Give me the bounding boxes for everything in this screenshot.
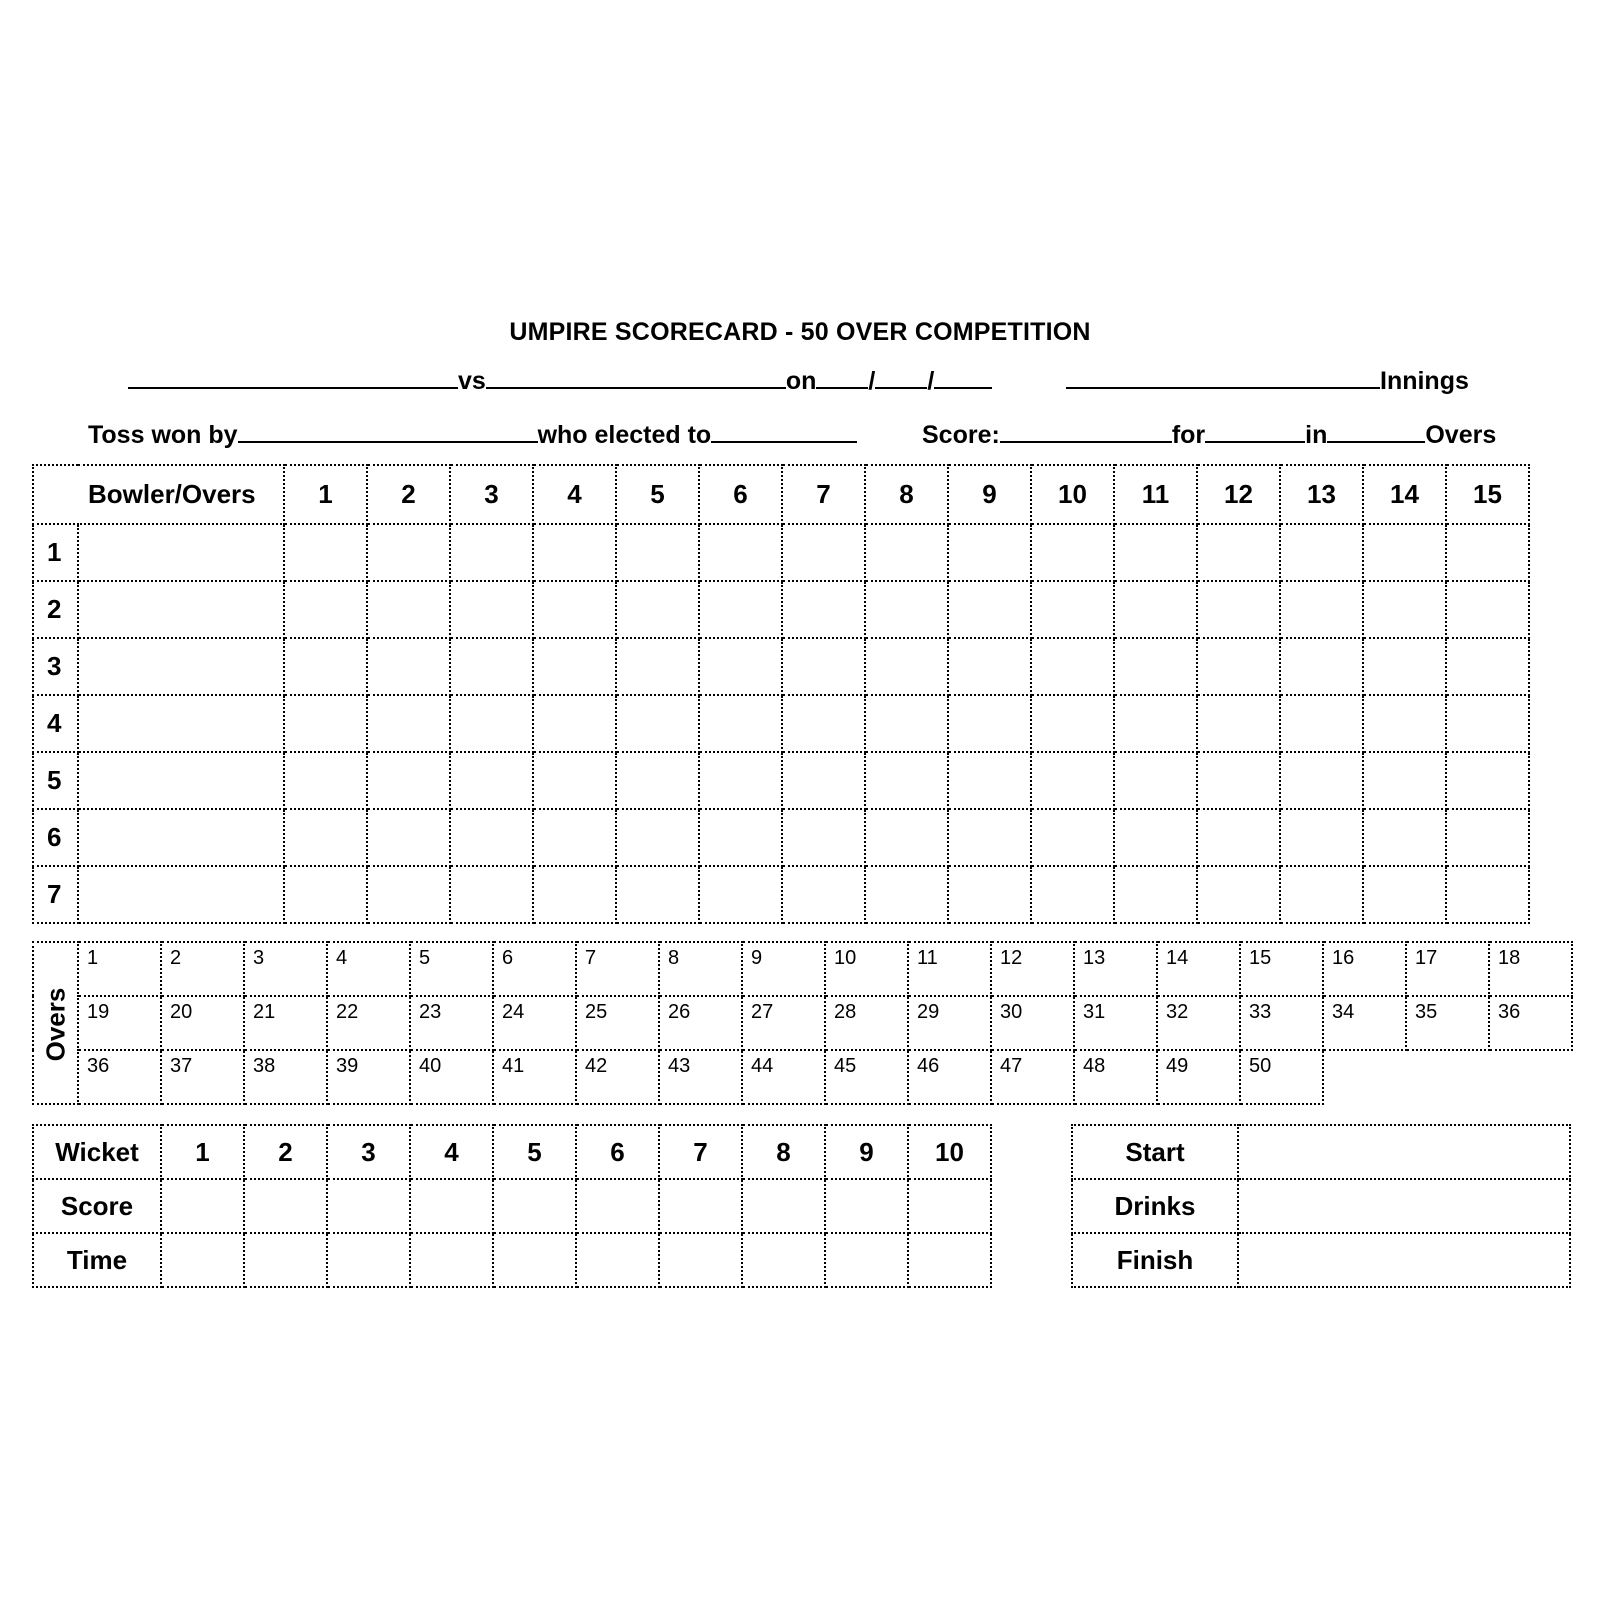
over-number-cell[interactable]: 14 — [1157, 942, 1240, 996]
bowler-over-cell[interactable] — [284, 638, 367, 695]
bowler-over-cell[interactable] — [948, 581, 1031, 638]
over-number-cell[interactable]: 23 — [410, 996, 493, 1050]
innings-label: Innings — [1380, 367, 1469, 395]
bowler-over-cell[interactable] — [1363, 524, 1446, 581]
overs-row — [33, 996, 1572, 1050]
time-row — [33, 1233, 991, 1287]
bowler-over-cell[interactable] — [284, 866, 367, 923]
overs-side-label — [33, 942, 78, 1104]
score-runs-blank[interactable] — [1000, 417, 1172, 443]
fall-time-cell[interactable] — [825, 1233, 908, 1287]
bowler-row-number: 6 — [33, 809, 78, 866]
bowler-over-cell[interactable] — [1031, 524, 1114, 581]
over-number-cell[interactable]: 19 — [78, 996, 161, 1050]
bowler-row — [33, 524, 1529, 581]
over-number-cell[interactable]: 34 — [1323, 996, 1406, 1050]
overs-label: Overs — [1425, 421, 1497, 449]
wicket-number: 3 — [327, 1125, 410, 1179]
bowler-over-cell[interactable] — [616, 752, 699, 809]
bowler-over-cell[interactable] — [367, 866, 450, 923]
bowler-row — [33, 581, 1529, 638]
over-number-cell[interactable]: 7 — [576, 942, 659, 996]
bowler-over-cell[interactable] — [1114, 866, 1197, 923]
bowler-over-cell[interactable] — [533, 638, 616, 695]
over-number-cell[interactable]: 40 — [410, 1050, 493, 1104]
year-blank[interactable] — [934, 363, 992, 389]
bowler-over-cell[interactable] — [699, 866, 782, 923]
bowler-over-cell[interactable] — [450, 866, 533, 923]
over-number-cell[interactable]: 20 — [161, 996, 244, 1050]
bowler-over-cell[interactable] — [1446, 809, 1529, 866]
over-number-cell[interactable]: 24 — [493, 996, 576, 1050]
score-label: Score: — [922, 421, 1000, 449]
wicket-label: Wicket — [33, 1125, 161, 1179]
match-line — [128, 363, 992, 396]
over-number-cell[interactable]: 32 — [1157, 996, 1240, 1050]
over-number-cell[interactable]: 33 — [1240, 996, 1323, 1050]
overs-empty-space — [1323, 1050, 1572, 1104]
fall-score-cell[interactable] — [327, 1179, 410, 1233]
overs-vertical-text: Overs — [40, 987, 70, 1062]
over-number-cell[interactable]: 17 — [1406, 942, 1489, 996]
over-number-cell[interactable]: 4 — [327, 942, 410, 996]
bowler-over-cell[interactable] — [865, 695, 948, 752]
over-number-cell[interactable]: 1 — [78, 942, 161, 996]
bowler-over-cell[interactable] — [1363, 695, 1446, 752]
bowler-over-cell[interactable] — [1031, 866, 1114, 923]
wicket-row — [33, 1125, 991, 1179]
fall-score-cell[interactable] — [410, 1179, 493, 1233]
over-number-cell[interactable]: 37 — [161, 1050, 244, 1104]
month-blank[interactable] — [875, 363, 927, 389]
team-two-blank[interactable] — [486, 363, 786, 389]
bowler-over-cell[interactable] — [948, 809, 1031, 866]
bowler-over-cell[interactable] — [367, 695, 450, 752]
bowler-over-cell[interactable] — [616, 866, 699, 923]
bowler-over-cell[interactable] — [699, 524, 782, 581]
fall-time-cell[interactable] — [327, 1233, 410, 1287]
bowler-over-cell[interactable] — [367, 524, 450, 581]
fall-score-cell[interactable] — [244, 1179, 327, 1233]
bowler-row — [33, 695, 1529, 752]
over-number-cell[interactable]: 18 — [1489, 942, 1572, 996]
bowler-row — [33, 809, 1529, 866]
over-number-cell[interactable]: 11 — [908, 942, 991, 996]
bowler-over-cell[interactable] — [1363, 866, 1446, 923]
bowler-over-cell[interactable] — [533, 809, 616, 866]
bowler-over-cell[interactable] — [948, 638, 1031, 695]
bowler-over-cell[interactable] — [367, 638, 450, 695]
drinks-label: Drinks — [1072, 1179, 1238, 1233]
over-column-header: 14 — [1363, 465, 1446, 524]
over-number-cell[interactable]: 21 — [244, 996, 327, 1050]
wicket-number: 8 — [742, 1125, 825, 1179]
bowler-over-cell[interactable] — [1197, 581, 1280, 638]
fall-score-cell[interactable] — [161, 1179, 244, 1233]
fall-time-cell[interactable] — [410, 1233, 493, 1287]
wicket-number: 9 — [825, 1125, 908, 1179]
bowler-over-cell[interactable] — [865, 752, 948, 809]
bowler-over-cell[interactable] — [1197, 752, 1280, 809]
finish-time-cell[interactable] — [1238, 1233, 1570, 1287]
over-number-cell[interactable]: 13 — [1074, 942, 1157, 996]
bowler-row-number: 4 — [33, 695, 78, 752]
fall-time-cell[interactable] — [908, 1233, 991, 1287]
over-number-cell[interactable]: 3 — [244, 942, 327, 996]
bowler-over-cell[interactable] — [367, 809, 450, 866]
over-column-header: 12 — [1197, 465, 1280, 524]
bowler-over-cell[interactable] — [1031, 695, 1114, 752]
bowler-over-cell[interactable] — [865, 581, 948, 638]
over-column-header: 15 — [1446, 465, 1529, 524]
bowler-over-cell[interactable] — [1446, 638, 1529, 695]
bowler-over-cell[interactable] — [948, 695, 1031, 752]
bowler-over-cell[interactable] — [284, 809, 367, 866]
team-one-blank[interactable] — [128, 363, 458, 389]
wicket-number: 1 — [161, 1125, 244, 1179]
bowler-name-cell[interactable] — [78, 752, 284, 809]
fall-score-cell[interactable] — [908, 1179, 991, 1233]
bowler-over-cell[interactable] — [782, 695, 865, 752]
over-number-cell[interactable]: 38 — [244, 1050, 327, 1104]
bowler-name-cell[interactable] — [78, 695, 284, 752]
over-column-header: 7 — [782, 465, 865, 524]
over-number-cell[interactable]: 43 — [659, 1050, 742, 1104]
bowler-over-cell[interactable] — [1197, 695, 1280, 752]
bowler-header-row — [33, 465, 1529, 524]
bowler-over-cell[interactable] — [1446, 866, 1529, 923]
bowler-row — [33, 866, 1529, 923]
over-column-header: 2 — [367, 465, 450, 524]
over-number-cell[interactable]: 49 — [1157, 1050, 1240, 1104]
innings-line — [1066, 363, 1469, 396]
bowler-over-cell[interactable] — [284, 752, 367, 809]
for-label: for — [1171, 421, 1206, 449]
bowler-over-cell[interactable] — [1280, 524, 1363, 581]
time-label: Time — [33, 1233, 161, 1287]
bowler-over-cell[interactable] — [948, 866, 1031, 923]
bowler-row — [33, 752, 1529, 809]
over-number-cell[interactable]: 35 — [1406, 996, 1489, 1050]
bowler-over-cell[interactable] — [1280, 809, 1363, 866]
bowler-over-cell[interactable] — [533, 752, 616, 809]
drinks-row — [1072, 1179, 1570, 1233]
bowler-over-cell[interactable] — [616, 638, 699, 695]
bowler-over-cell[interactable] — [284, 695, 367, 752]
bowler-over-cell[interactable] — [1114, 695, 1197, 752]
bowler-over-cell[interactable] — [450, 695, 533, 752]
over-column-header: 8 — [865, 465, 948, 524]
fall-time-cell[interactable] — [244, 1233, 327, 1287]
fall-score-cell[interactable] — [659, 1179, 742, 1233]
bowler-over-cell[interactable] — [1031, 809, 1114, 866]
over-number-cell[interactable]: 47 — [991, 1050, 1074, 1104]
bowler-over-cell[interactable] — [1363, 638, 1446, 695]
over-number-cell[interactable]: 31 — [1074, 996, 1157, 1050]
over-number-cell[interactable]: 36 — [1489, 996, 1572, 1050]
fall-time-cell[interactable] — [576, 1233, 659, 1287]
bowler-over-cell[interactable] — [450, 752, 533, 809]
over-number-cell[interactable]: 15 — [1240, 942, 1323, 996]
bowler-over-cell[interactable] — [1197, 638, 1280, 695]
over-column-header: 5 — [616, 465, 699, 524]
bowler-over-cell[interactable] — [1114, 638, 1197, 695]
finish-row — [1072, 1233, 1570, 1287]
date-slash-1: / — [868, 367, 876, 395]
bowler-over-cell[interactable] — [616, 524, 699, 581]
bowler-over-cell[interactable] — [699, 638, 782, 695]
fall-time-cell[interactable] — [742, 1233, 825, 1287]
bowler-over-cell[interactable] — [1446, 524, 1529, 581]
bowler-over-cell[interactable] — [1114, 524, 1197, 581]
bowler-over-cell[interactable] — [1363, 752, 1446, 809]
bowler-over-cell[interactable] — [1280, 866, 1363, 923]
bowler-over-cell[interactable] — [948, 524, 1031, 581]
elected-choice-blank[interactable] — [711, 417, 857, 443]
bowler-over-cell[interactable] — [782, 866, 865, 923]
over-number-cell[interactable]: 22 — [327, 996, 410, 1050]
over-number-cell[interactable]: 42 — [576, 1050, 659, 1104]
bowler-over-cell[interactable] — [1446, 752, 1529, 809]
start-label: Start — [1072, 1125, 1238, 1179]
over-number-cell[interactable]: 50 — [1240, 1050, 1323, 1104]
bowler-over-cell[interactable] — [865, 524, 948, 581]
overs-row — [33, 1050, 1572, 1104]
over-column-header: 3 — [450, 465, 533, 524]
over-number-cell[interactable]: 16 — [1323, 942, 1406, 996]
bowler-over-cell[interactable] — [1280, 695, 1363, 752]
bowler-row-number: 2 — [33, 581, 78, 638]
over-number-cell[interactable]: 10 — [825, 942, 908, 996]
fall-time-cell[interactable] — [493, 1233, 576, 1287]
bowler-over-cell[interactable] — [1197, 524, 1280, 581]
time-table — [1071, 1124, 1571, 1288]
bowler-over-cell[interactable] — [1031, 752, 1114, 809]
bowler-name-cell[interactable] — [78, 809, 284, 866]
wicket-number: 6 — [576, 1125, 659, 1179]
wicket-number: 7 — [659, 1125, 742, 1179]
vs-label: vs — [458, 367, 486, 395]
bowler-over-cell[interactable] — [533, 695, 616, 752]
bowler-over-cell[interactable] — [616, 695, 699, 752]
over-number-cell[interactable]: 8 — [659, 942, 742, 996]
over-number-cell[interactable]: 26 — [659, 996, 742, 1050]
over-number-cell[interactable]: 45 — [825, 1050, 908, 1104]
over-number-cell[interactable]: 44 — [742, 1050, 825, 1104]
over-number-cell[interactable]: 27 — [742, 996, 825, 1050]
bowler-over-cell[interactable] — [1031, 638, 1114, 695]
wicket-number: 2 — [244, 1125, 327, 1179]
bowler-over-cell[interactable] — [284, 581, 367, 638]
over-number-cell[interactable]: 28 — [825, 996, 908, 1050]
in-label: in — [1305, 421, 1328, 449]
bowler-over-cell[interactable] — [699, 809, 782, 866]
bowler-over-cell[interactable] — [782, 638, 865, 695]
bowler-over-cell[interactable] — [699, 695, 782, 752]
bowler-row — [33, 638, 1529, 695]
bowler-row-number: 5 — [33, 752, 78, 809]
bowler-over-cell[interactable] — [1114, 809, 1197, 866]
over-number-cell[interactable]: 41 — [493, 1050, 576, 1104]
bowler-over-cell[interactable] — [782, 752, 865, 809]
bowler-over-cell[interactable] — [367, 752, 450, 809]
who-elected-to-label: who elected to — [537, 421, 712, 449]
over-column-header: 6 — [699, 465, 782, 524]
bowler-over-cell[interactable] — [284, 524, 367, 581]
over-number-cell[interactable]: 30 — [991, 996, 1074, 1050]
page-title: UMPIRE SCORECARD - 50 OVER COMPETITION — [509, 318, 1091, 346]
on-label: on — [785, 367, 817, 395]
bowler-over-cell[interactable] — [948, 752, 1031, 809]
bowler-over-cell[interactable] — [1363, 581, 1446, 638]
fall-score-cell[interactable] — [493, 1179, 576, 1233]
start-row — [1072, 1125, 1570, 1179]
over-number-cell[interactable]: 36 — [78, 1050, 161, 1104]
drinks-time-cell[interactable] — [1238, 1179, 1570, 1233]
over-column-header: 10 — [1031, 465, 1114, 524]
bowler-name-cell[interactable] — [78, 524, 284, 581]
bowler-name-cell[interactable] — [78, 581, 284, 638]
innings-blank[interactable] — [1066, 363, 1380, 389]
score-label: Score — [33, 1179, 161, 1233]
score-row — [33, 1179, 991, 1233]
bowler-over-cell[interactable] — [533, 581, 616, 638]
over-number-cell[interactable]: 46 — [908, 1050, 991, 1104]
score-wickets-blank[interactable] — [1205, 417, 1305, 443]
bowler-over-cell[interactable] — [533, 866, 616, 923]
bowler-over-cell[interactable] — [1363, 809, 1446, 866]
bowler-over-cell[interactable] — [865, 809, 948, 866]
start-time-cell[interactable] — [1238, 1125, 1570, 1179]
bowler-overs-header: Bowler/Overs — [33, 465, 284, 524]
bowler-over-cell[interactable] — [782, 524, 865, 581]
over-number-cell[interactable]: 48 — [1074, 1050, 1157, 1104]
finish-label: Finish — [1072, 1233, 1238, 1287]
bowler-over-cell[interactable] — [1446, 581, 1529, 638]
fall-time-cell[interactable] — [659, 1233, 742, 1287]
bowler-over-cell[interactable] — [699, 752, 782, 809]
bowler-over-cell[interactable] — [616, 581, 699, 638]
bowler-over-cell[interactable] — [1114, 752, 1197, 809]
bowler-over-cell[interactable] — [865, 866, 948, 923]
overs-grid — [32, 941, 1573, 1105]
score-line — [922, 417, 1496, 450]
bowler-over-cell[interactable] — [782, 581, 865, 638]
over-column-header: 4 — [533, 465, 616, 524]
bowler-over-cell[interactable] — [450, 581, 533, 638]
over-number-cell[interactable]: 9 — [742, 942, 825, 996]
bowler-over-cell[interactable] — [450, 809, 533, 866]
fall-score-cell[interactable] — [576, 1179, 659, 1233]
over-number-cell[interactable]: 39 — [327, 1050, 410, 1104]
bowler-over-cell[interactable] — [1280, 581, 1363, 638]
toss-line — [88, 417, 857, 450]
toss-winner-blank[interactable] — [238, 417, 538, 443]
bowler-over-cell[interactable] — [1031, 581, 1114, 638]
over-column-header: 11 — [1114, 465, 1197, 524]
bowler-over-cell[interactable] — [1197, 809, 1280, 866]
over-column-header: 1 — [284, 465, 367, 524]
bowler-row-number: 7 — [33, 866, 78, 923]
bowler-over-cell[interactable] — [616, 809, 699, 866]
bowler-over-cell[interactable] — [782, 809, 865, 866]
toss-won-by-label: Toss won by — [88, 421, 238, 449]
wicket-table — [32, 1124, 992, 1288]
over-number-cell[interactable]: 2 — [161, 942, 244, 996]
bowler-name-cell[interactable] — [78, 866, 284, 923]
bowler-row-number: 1 — [33, 524, 78, 581]
bowler-over-cell[interactable] — [450, 524, 533, 581]
bowler-over-cell[interactable] — [1446, 695, 1529, 752]
day-blank[interactable] — [816, 363, 868, 389]
bowler-over-cell[interactable] — [1114, 581, 1197, 638]
over-number-cell[interactable]: 25 — [576, 996, 659, 1050]
bowler-name-cell[interactable] — [78, 638, 284, 695]
fall-score-cell[interactable] — [742, 1179, 825, 1233]
over-number-cell[interactable]: 6 — [493, 942, 576, 996]
score-overs-blank[interactable] — [1327, 417, 1425, 443]
bowler-over-cell[interactable] — [1280, 752, 1363, 809]
bowler-row-number: 3 — [33, 638, 78, 695]
over-number-cell[interactable]: 29 — [908, 996, 991, 1050]
overs-row — [33, 942, 1572, 996]
bowler-over-cell[interactable] — [865, 638, 948, 695]
over-column-header: 13 — [1280, 465, 1363, 524]
wicket-number: 5 — [493, 1125, 576, 1179]
bowler-over-cell[interactable] — [367, 581, 450, 638]
bowler-over-cell[interactable] — [699, 581, 782, 638]
bowler-over-cell[interactable] — [450, 638, 533, 695]
fall-score-cell[interactable] — [825, 1179, 908, 1233]
bowler-table — [32, 464, 1530, 924]
date-slash-2: / — [927, 367, 935, 395]
bowler-over-cell[interactable] — [533, 524, 616, 581]
over-number-cell[interactable]: 12 — [991, 942, 1074, 996]
wicket-number: 10 — [908, 1125, 991, 1179]
bowler-over-cell[interactable] — [1280, 638, 1363, 695]
over-number-cell[interactable]: 5 — [410, 942, 493, 996]
bowler-over-cell[interactable] — [1197, 866, 1280, 923]
over-column-header: 9 — [948, 465, 1031, 524]
fall-time-cell[interactable] — [161, 1233, 244, 1287]
wicket-number: 4 — [410, 1125, 493, 1179]
